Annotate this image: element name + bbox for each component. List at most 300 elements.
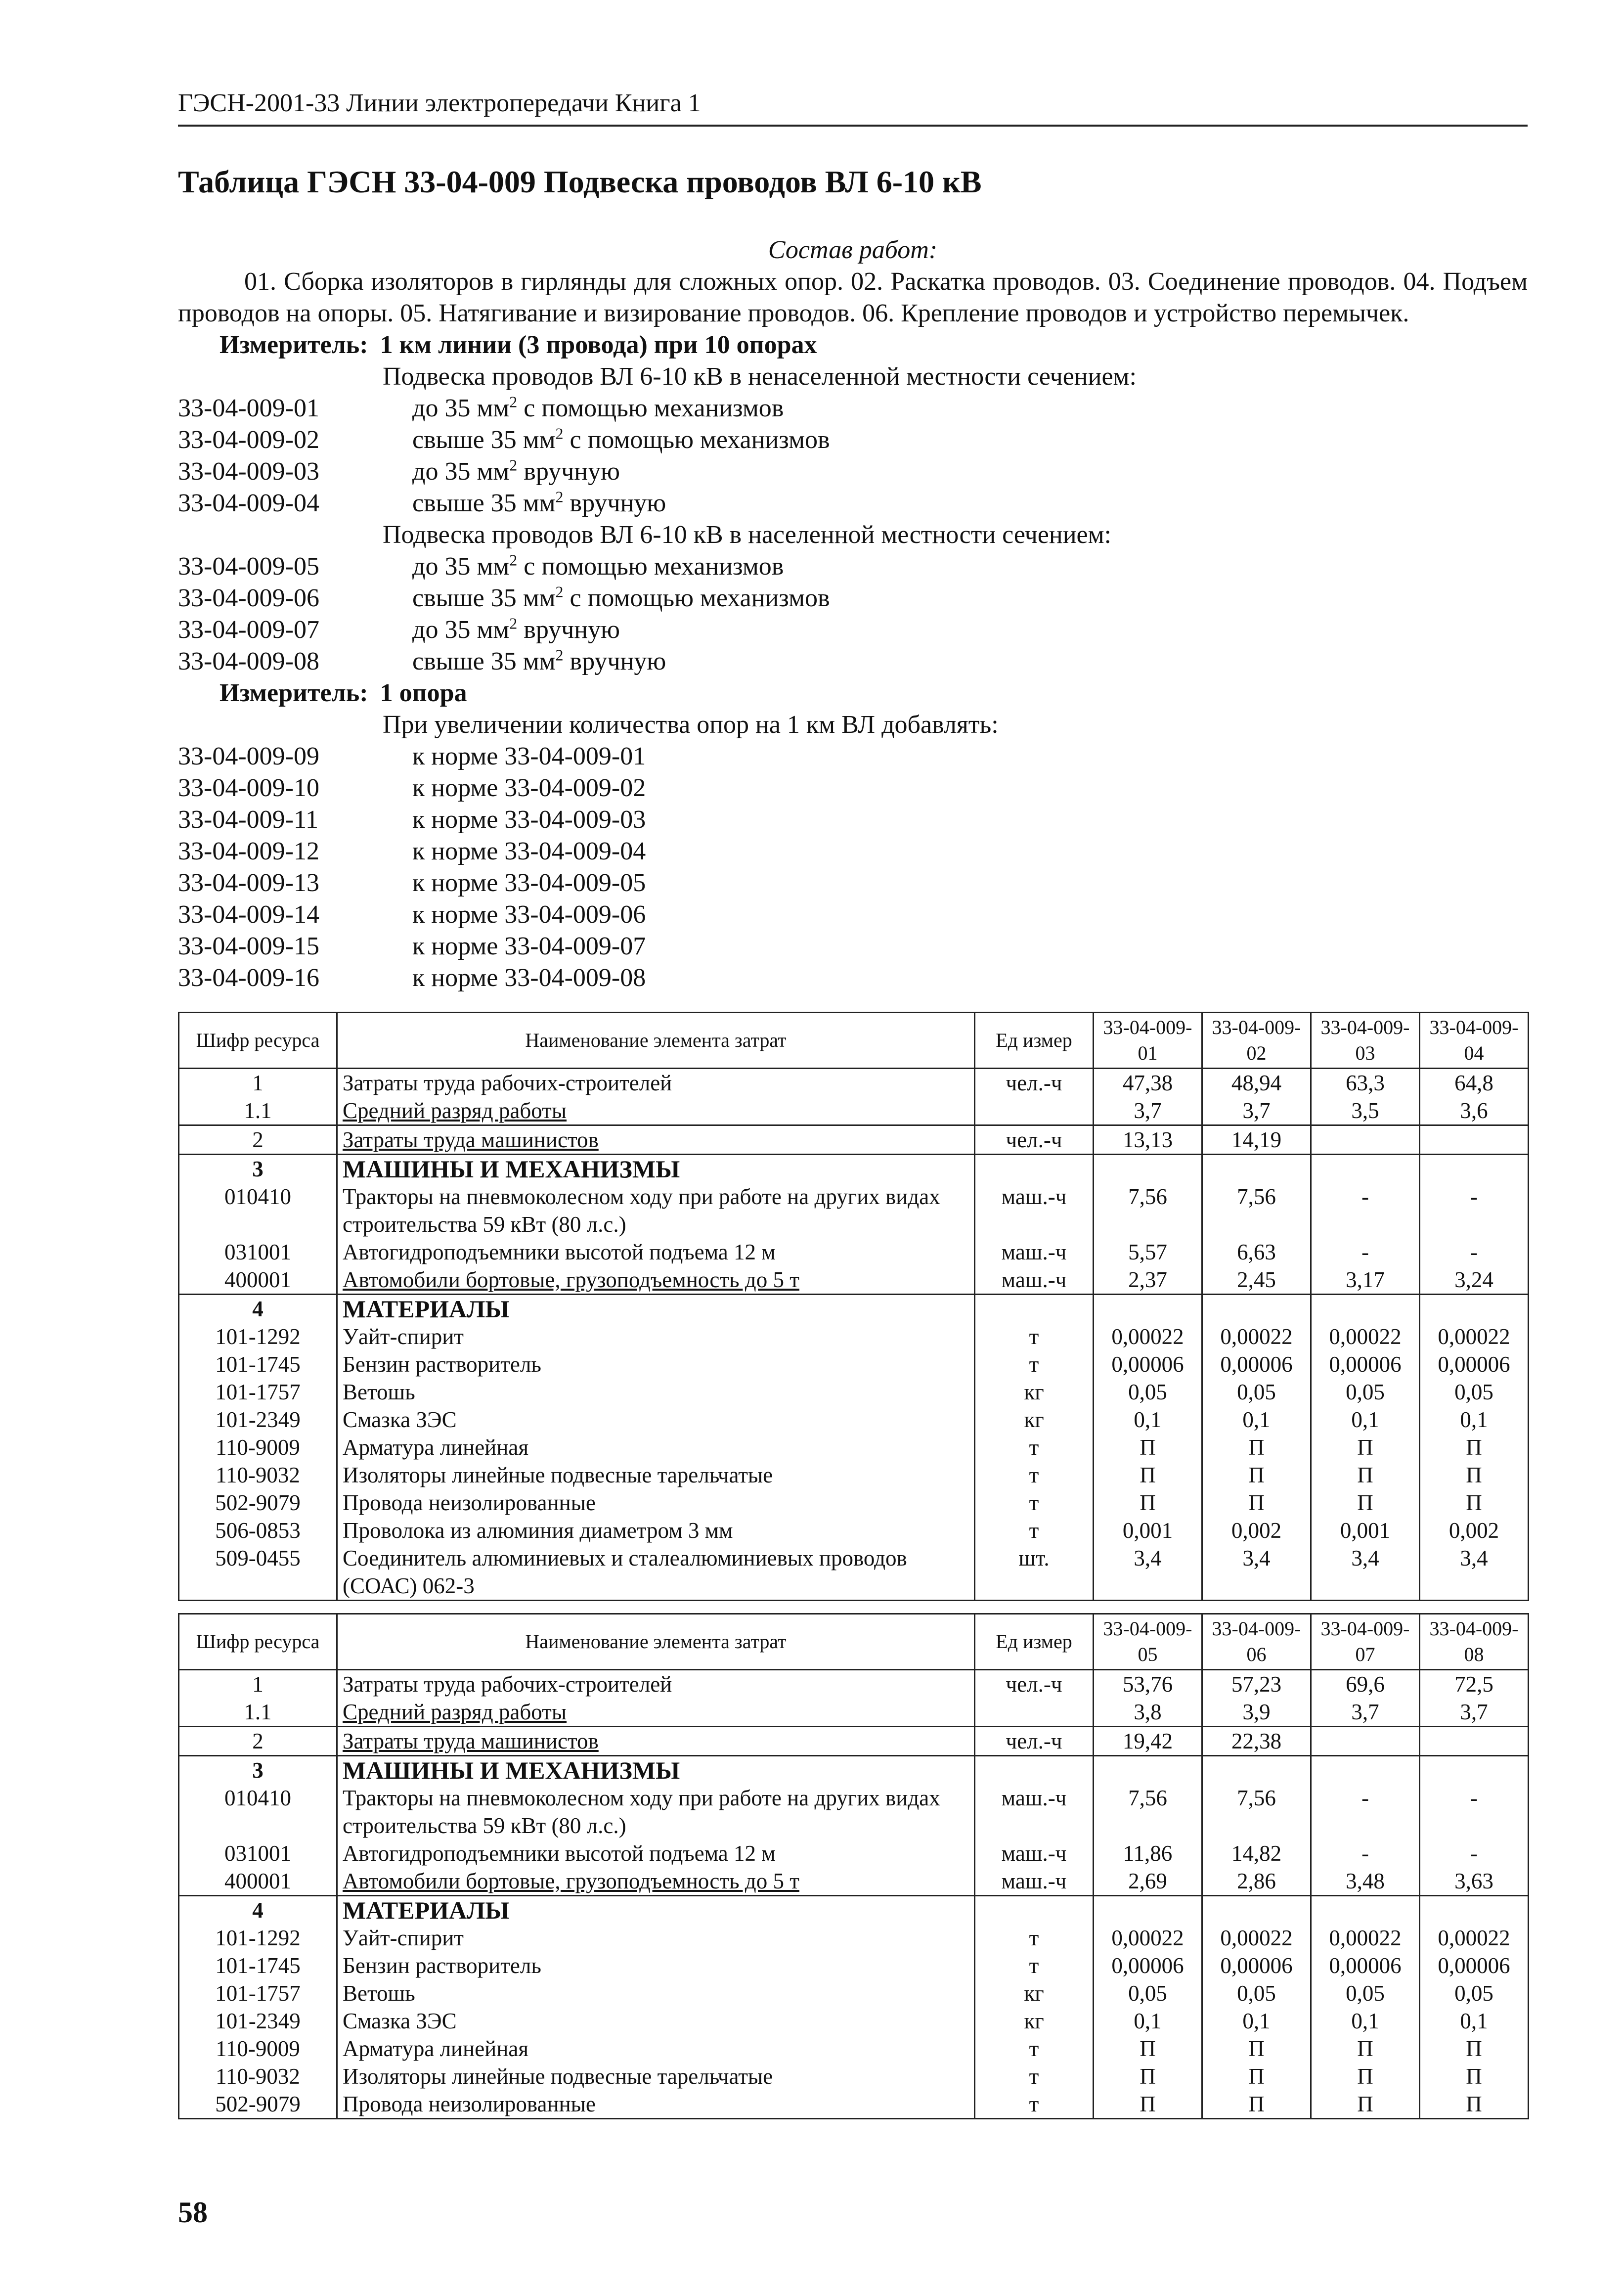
- norm-value: 3,6: [1420, 1097, 1529, 1125]
- norm-item: [178, 836, 1528, 867]
- norm-value: 2,69: [1094, 1867, 1202, 1896]
- header-norm-column: 33-04-009-07: [1311, 1614, 1420, 1670]
- norm-value: 14,19: [1202, 1125, 1311, 1155]
- norm-value: П: [1094, 2063, 1202, 2090]
- norm-text-post: с помощью механизмов: [563, 426, 830, 454]
- measure-label: Измеритель:: [219, 331, 368, 359]
- cost-element-name: Ветошь: [337, 1979, 975, 2007]
- unit-of-measure: маш.-ч: [975, 1183, 1094, 1238]
- cost-element-name: Бензин растворитель: [337, 1350, 975, 1378]
- cost-element-name: Бензин растворитель: [337, 1952, 975, 1979]
- superscript: 2: [555, 583, 564, 601]
- table-row: [179, 2007, 1529, 2035]
- group-title-1: Подвеска проводов ВЛ 6-10 кВ в ненаселенной местности сечением:: [383, 362, 1137, 391]
- resource-code: 010410: [179, 1183, 337, 1238]
- table-row: [179, 1489, 1529, 1517]
- norm-item: [178, 614, 1528, 646]
- norm-value: 3,24: [1420, 1266, 1529, 1295]
- norm-text-post: вручную: [517, 457, 620, 486]
- norm-value: 3,17: [1311, 1266, 1420, 1295]
- table-row: [179, 1784, 1529, 1839]
- norm-item: [178, 424, 1528, 456]
- norm-code: 33-04-009-12: [178, 837, 319, 865]
- cost-element-name: Смазка ЗЭС: [337, 2007, 975, 2035]
- norm-value: 0,1: [1202, 1406, 1311, 1434]
- cost-element-name: Изоляторы линейные подвесные тарельчатые: [337, 1461, 975, 1489]
- norm-description: к норме 33-04-009-01: [412, 742, 646, 770]
- norm-value: [1311, 1896, 1420, 1925]
- norm-item: [178, 804, 1528, 836]
- norm-value: [1420, 1756, 1529, 1785]
- unit-of-measure: т: [975, 2090, 1094, 2119]
- header-norm-column: 33-04-009-08: [1420, 1614, 1529, 1670]
- norm-value: 0,1: [1420, 1406, 1529, 1434]
- norm-item: [178, 456, 1528, 488]
- norm-value: 0,00022: [1311, 1924, 1420, 1952]
- norm-code: 33-04-009-03: [178, 457, 319, 486]
- table-row: [179, 1378, 1529, 1406]
- cost-element-name: МАШИНЫ И МЕХАНИЗМЫ: [337, 1756, 975, 1785]
- norm-value: 7,56: [1094, 1183, 1202, 1238]
- norm-value: 0,002: [1202, 1517, 1311, 1544]
- header-unit: Ед измер: [975, 1013, 1094, 1069]
- norm-value: 14,82: [1202, 1839, 1311, 1867]
- norm-text-pre: до 35 мм: [412, 457, 510, 486]
- group-list-1: [178, 393, 1528, 519]
- norm-value: [1420, 1727, 1529, 1756]
- superscript: 2: [555, 424, 564, 443]
- resource-code: 509-0455: [179, 1544, 337, 1601]
- norm-value: [1420, 1155, 1529, 1183]
- norm-description: к норме 33-04-009-05: [412, 869, 646, 897]
- resource-table-2: [178, 1613, 1529, 2119]
- norm-value: 0,1: [1420, 2007, 1529, 2035]
- cost-element-name: Ветошь: [337, 1378, 975, 1406]
- cost-element-name: Уайт-спирит: [337, 1924, 975, 1952]
- norm-value: 3,7: [1202, 1097, 1311, 1125]
- unit-of-measure: чел.-ч: [975, 1727, 1094, 1756]
- resource-code: 502-9079: [179, 1489, 337, 1517]
- norm-value: [1420, 1295, 1529, 1323]
- table-row: [179, 1295, 1529, 1323]
- norm-value: [1094, 1295, 1202, 1323]
- cost-element-name: Затраты труда рабочих-строителей: [337, 1069, 975, 1097]
- norm-value: 0,00022: [1420, 1924, 1529, 1952]
- norm-value: 0,05: [1094, 1378, 1202, 1406]
- norm-text-post: с помощью механизмов: [517, 552, 784, 581]
- table-row: [179, 1069, 1529, 1097]
- norm-item: [178, 741, 1528, 772]
- cost-element-name: МАТЕРИАЛЫ: [337, 1295, 975, 1323]
- norm-code: 33-04-009-11: [178, 806, 319, 834]
- unit-of-measure: т: [975, 1924, 1094, 1952]
- norm-item: [178, 931, 1528, 962]
- measure-label: Измеритель:: [219, 679, 368, 707]
- resource-code: 101-2349: [179, 1406, 337, 1434]
- norm-description: [412, 456, 620, 488]
- header-code: Шифр ресурса: [179, 1614, 337, 1670]
- norm-item: [178, 488, 1528, 519]
- table-row: [179, 1155, 1529, 1183]
- norm-value: 3,63: [1420, 1867, 1529, 1896]
- measure-value: 1 опора: [380, 679, 467, 707]
- norm-value: 22,38: [1202, 1727, 1311, 1756]
- table-row: [179, 1517, 1529, 1544]
- header-norm-column: 33-04-009-06: [1202, 1614, 1311, 1670]
- norm-value: 0,1: [1094, 2007, 1202, 2035]
- unit-of-measure: [975, 1155, 1094, 1183]
- resource-code: 1.1: [179, 1698, 337, 1727]
- measure-value: 1 км линии (3 провода) при 10 опорах: [380, 331, 817, 359]
- page-title: Таблица ГЭСН 33-04-009 Подвеска проводов ВЛ 6-10 кВ: [178, 164, 982, 199]
- norm-value: -: [1311, 1183, 1420, 1238]
- norm-text-pre: до 35 мм: [412, 552, 510, 581]
- resource-code: 110-9009: [179, 1434, 337, 1461]
- resource-code: 101-1757: [179, 1979, 337, 2007]
- norm-text-pre: свыше 35 мм: [412, 426, 556, 454]
- group-title-3: При увеличении количества опор на 1 км ВЛ добавлять:: [383, 711, 999, 739]
- group-list-3: [178, 741, 1528, 994]
- norm-value: П: [1202, 2063, 1311, 2090]
- norm-value: -: [1420, 1839, 1529, 1867]
- cost-element-name: Автогидроподъемники высотой подъема 12 м: [337, 1238, 975, 1266]
- cost-element-name: Затраты труда машинистов: [337, 1727, 975, 1756]
- norm-value: 0,00006: [1202, 1952, 1311, 1979]
- unit-of-measure: чел.-ч: [975, 1670, 1094, 1699]
- unit-of-measure: т: [975, 1489, 1094, 1517]
- norm-value: 0,00006: [1311, 1952, 1420, 1979]
- cost-element-name: Соединитель алюминиевых и сталеалюминиевых проводов (СОАС) 062-3: [337, 1544, 975, 1601]
- norm-description: к норме 33-04-009-04: [412, 837, 646, 865]
- group-list-2: [178, 551, 1528, 677]
- unit-of-measure: кг: [975, 1979, 1094, 2007]
- norm-value: 6,63: [1202, 1238, 1311, 1266]
- unit-of-measure: т: [975, 1461, 1094, 1489]
- norm-code: 33-04-009-14: [178, 900, 319, 929]
- norm-value: 0,1: [1094, 1406, 1202, 1434]
- cost-element-name: Арматура линейная: [337, 2035, 975, 2063]
- cost-element-name: Проволока из алюминия диаметром 3 мм: [337, 1517, 975, 1544]
- norm-value: 0,05: [1420, 1378, 1529, 1406]
- norm-description: [412, 424, 830, 456]
- norm-value: 3,7: [1094, 1097, 1202, 1125]
- norm-text-post: с помощью механизмов: [563, 584, 830, 612]
- norm-value: [1202, 1295, 1311, 1323]
- norm-value: 0,05: [1420, 1979, 1529, 2007]
- norm-value: [1420, 1125, 1529, 1155]
- header-name: Наименование элемента затрат: [337, 1013, 975, 1069]
- norm-text-pre: до 35 мм: [412, 394, 510, 422]
- table-header-row: [179, 1614, 1529, 1670]
- unit-of-measure: т: [975, 1434, 1094, 1461]
- cost-element-name: Изоляторы линейные подвесные тарельчатые: [337, 2063, 975, 2090]
- norm-description: [412, 488, 666, 519]
- norm-text-post: вручную: [517, 616, 620, 644]
- norm-value: П: [1420, 2090, 1529, 2119]
- norm-item: [178, 962, 1528, 994]
- unit-of-measure: чел.-ч: [975, 1125, 1094, 1155]
- unit-of-measure: [975, 1698, 1094, 1727]
- resource-table-1: [178, 1012, 1529, 1601]
- norm-value: 47,38: [1094, 1069, 1202, 1097]
- norm-value: [1311, 1756, 1420, 1785]
- resource-code: 4: [179, 1896, 337, 1925]
- norm-code: 33-04-009-13: [178, 869, 319, 897]
- unit-of-measure: т: [975, 1952, 1094, 1979]
- norm-value: 64,8: [1420, 1069, 1529, 1097]
- resource-code: 3: [179, 1756, 337, 1785]
- norm-description: [412, 614, 620, 646]
- table-row: [179, 1979, 1529, 2007]
- cost-element-name: Провода неизолированные: [337, 1489, 975, 1517]
- cost-element-name: Средний разряд работы: [337, 1698, 975, 1727]
- norm-value: [1311, 1295, 1420, 1323]
- norm-value: П: [1311, 2035, 1420, 2063]
- norm-value: [1094, 1756, 1202, 1785]
- unit-of-measure: т: [975, 1517, 1094, 1544]
- norm-item: [178, 393, 1528, 424]
- norm-description: к норме 33-04-009-02: [412, 774, 646, 802]
- norm-value: [1094, 1155, 1202, 1183]
- table-row: [179, 1266, 1529, 1295]
- resource-code: 1: [179, 1069, 337, 1097]
- resource-code: 101-1745: [179, 1350, 337, 1378]
- norm-value: 19,42: [1094, 1727, 1202, 1756]
- norm-code: 33-04-009-16: [178, 964, 319, 992]
- cost-element-name: Затраты труда рабочих-строителей: [337, 1670, 975, 1699]
- norm-code: 33-04-009-07: [178, 616, 319, 644]
- norm-value: 3,7: [1311, 1698, 1420, 1727]
- norm-code: 33-04-009-10: [178, 774, 319, 802]
- superscript: 2: [509, 393, 518, 411]
- unit-of-measure: кг: [975, 2007, 1094, 2035]
- resource-code: 101-1757: [179, 1378, 337, 1406]
- norm-value: 0,00006: [1202, 1350, 1311, 1378]
- table-row: [179, 1896, 1529, 1925]
- norm-value: П: [1202, 1489, 1311, 1517]
- norm-value: 2,37: [1094, 1266, 1202, 1295]
- norm-value: [1311, 1125, 1420, 1155]
- norm-value: П: [1094, 2090, 1202, 2119]
- resource-code: 101-1292: [179, 1323, 337, 1350]
- table-row: [179, 1323, 1529, 1350]
- unit-of-measure: [975, 1756, 1094, 1785]
- norm-value: 3,48: [1311, 1867, 1420, 1896]
- resource-code: 400001: [179, 1867, 337, 1896]
- norm-value: П: [1420, 2063, 1529, 2090]
- norm-item: [178, 646, 1528, 677]
- norm-value: [1311, 1155, 1420, 1183]
- norm-value: 57,23: [1202, 1670, 1311, 1699]
- resource-code: 031001: [179, 1839, 337, 1867]
- norm-value: 3,4: [1420, 1544, 1529, 1601]
- norm-value: 7,56: [1202, 1183, 1311, 1238]
- cost-element-name: Уайт-спирит: [337, 1323, 975, 1350]
- unit-of-measure: чел.-ч: [975, 1069, 1094, 1097]
- cost-element-name: Тракторы на пневмоколесном ходу при работе на других видах строительства 59 кВт (80 л.с.): [337, 1183, 975, 1238]
- cost-element-name: Автогидроподъемники высотой подъема 12 м: [337, 1839, 975, 1867]
- resource-code: 1: [179, 1670, 337, 1699]
- norm-code: 33-04-009-15: [178, 932, 319, 960]
- norm-value: 0,05: [1202, 1378, 1311, 1406]
- norm-value: 0,00006: [1094, 1350, 1202, 1378]
- resource-code: 110-9032: [179, 2063, 337, 2090]
- norm-value: П: [1311, 1434, 1420, 1461]
- norm-value: 3,7: [1420, 1698, 1529, 1727]
- superscript: 2: [509, 456, 518, 474]
- norm-value: 0,001: [1094, 1517, 1202, 1544]
- table-row: [179, 1461, 1529, 1489]
- table-row: [179, 1924, 1529, 1952]
- norm-value: 7,56: [1202, 1784, 1311, 1839]
- norm-value: 0,00022: [1094, 1323, 1202, 1350]
- resource-code: 110-9032: [179, 1461, 337, 1489]
- resource-code: 506-0853: [179, 1517, 337, 1544]
- resource-code: 110-9009: [179, 2035, 337, 2063]
- norm-value: П: [1311, 1489, 1420, 1517]
- norm-value: 72,5: [1420, 1670, 1529, 1699]
- superscript: 2: [555, 646, 564, 664]
- norm-value: 13,13: [1094, 1125, 1202, 1155]
- unit-of-measure: т: [975, 1350, 1094, 1378]
- norm-value: 0,00022: [1202, 1924, 1311, 1952]
- measure-line-2: [178, 677, 1528, 709]
- norm-value: П: [1420, 2035, 1529, 2063]
- unit-of-measure: кг: [975, 1406, 1094, 1434]
- norm-code: 33-04-009-08: [178, 647, 319, 675]
- table-row: [179, 1756, 1529, 1785]
- superscript: 2: [555, 488, 564, 506]
- cost-element-name: Смазка ЗЭС: [337, 1406, 975, 1434]
- norm-value: -: [1311, 1784, 1420, 1839]
- table-row: [179, 1125, 1529, 1155]
- unit-of-measure: маш.-ч: [975, 1839, 1094, 1867]
- cost-element-name: Автомобили бортовые, грузоподъемность до 5 т: [337, 1266, 975, 1295]
- resource-code: 1.1: [179, 1097, 337, 1125]
- norm-text-pre: свыше 35 мм: [412, 647, 556, 675]
- unit-of-measure: [975, 1295, 1094, 1323]
- norm-value: П: [1094, 2035, 1202, 2063]
- norm-value: П: [1311, 1461, 1420, 1489]
- cost-element-name: Средний разряд работы: [337, 1097, 975, 1125]
- norm-value: 2,45: [1202, 1266, 1311, 1295]
- measure-line-1: [178, 329, 1528, 361]
- norm-value: 0,05: [1311, 1378, 1420, 1406]
- header-norm-column: 33-04-009-04: [1420, 1013, 1529, 1069]
- norm-code: 33-04-009-01: [178, 394, 319, 422]
- unit-of-measure: маш.-ч: [975, 1784, 1094, 1839]
- document-page: [178, 84, 1528, 2119]
- norm-code: 33-04-009-06: [178, 584, 319, 612]
- header-norm-column: 33-04-009-03: [1311, 1013, 1420, 1069]
- unit-of-measure: т: [975, 1323, 1094, 1350]
- composition-title: Состав работ:: [768, 236, 938, 264]
- norm-item: [178, 867, 1528, 899]
- norm-description: к норме 33-04-009-06: [412, 900, 646, 929]
- composition-text: 01. Сборка изоляторов в гирлянды для сложных опор. 02. Раскатка проводов. 03. Соединение проводов. 04. Подъем проводов на опоры. 05. Натягивание и визирование проводов. 06. Крепление проводов и устройство перемычек.: [178, 268, 1528, 327]
- norm-value: П: [1202, 2090, 1311, 2119]
- table-row: [179, 1238, 1529, 1266]
- norm-item: [178, 899, 1528, 931]
- norm-value: П: [1202, 1434, 1311, 1461]
- table-row: [179, 1670, 1529, 1699]
- page-number: 58: [178, 2196, 208, 2229]
- unit-of-measure: [975, 1896, 1094, 1925]
- norm-value: -: [1420, 1238, 1529, 1266]
- norm-value: 0,002: [1420, 1517, 1529, 1544]
- table-row: [179, 1727, 1529, 1756]
- norm-value: 0,05: [1202, 1979, 1311, 2007]
- norm-value: [1202, 1896, 1311, 1925]
- unit-of-measure: маш.-ч: [975, 1266, 1094, 1295]
- unit-of-measure: шт.: [975, 1544, 1094, 1601]
- superscript: 2: [509, 551, 518, 569]
- resource-code: 010410: [179, 1784, 337, 1839]
- header-name: Наименование элемента затрат: [337, 1614, 975, 1670]
- norm-value: -: [1420, 1784, 1529, 1839]
- table-row: [179, 1406, 1529, 1434]
- unit-of-measure: т: [975, 2035, 1094, 2063]
- header-code: Шифр ресурса: [179, 1013, 337, 1069]
- table-row: [179, 1698, 1529, 1727]
- norm-text-post: с помощью механизмов: [517, 394, 784, 422]
- table-header-row: [179, 1013, 1529, 1069]
- norm-value: 0,00006: [1311, 1350, 1420, 1378]
- norm-value: 11,86: [1094, 1839, 1202, 1867]
- norm-value: 63,3: [1311, 1069, 1420, 1097]
- norm-value: [1094, 1896, 1202, 1925]
- norm-value: 0,1: [1311, 1406, 1420, 1434]
- norm-description: [412, 583, 830, 614]
- table-row: [179, 1952, 1529, 1979]
- table-row: [179, 2063, 1529, 2090]
- table-row: [179, 2035, 1529, 2063]
- table-row: [179, 1839, 1529, 1867]
- norm-value: 0,00006: [1420, 1350, 1529, 1378]
- norm-value: 0,00006: [1094, 1952, 1202, 1979]
- norm-text-pre: свыше 35 мм: [412, 489, 556, 517]
- norm-value: 0,1: [1311, 2007, 1420, 2035]
- unit-of-measure: маш.-ч: [975, 1238, 1094, 1266]
- norm-value: 0,00006: [1420, 1952, 1529, 1979]
- norm-value: П: [1420, 1461, 1529, 1489]
- norm-value: 3,8: [1094, 1698, 1202, 1727]
- norm-value: 0,00022: [1311, 1323, 1420, 1350]
- resource-code: 101-1292: [179, 1924, 337, 1952]
- table-row: [179, 1867, 1529, 1896]
- norm-value: П: [1202, 2035, 1311, 2063]
- group-title-2: Подвеска проводов ВЛ 6-10 кВ в населенной местности сечением:: [383, 521, 1111, 549]
- norm-value: 0,00022: [1202, 1323, 1311, 1350]
- norm-value: П: [1311, 2090, 1420, 2119]
- norm-value: 3,4: [1202, 1544, 1311, 1601]
- norm-text-post: вручную: [563, 489, 666, 517]
- norm-value: 0,00022: [1094, 1924, 1202, 1952]
- norm-value: 0,05: [1094, 1979, 1202, 2007]
- resource-code: 101-1745: [179, 1952, 337, 1979]
- norm-value: 5,57: [1094, 1238, 1202, 1266]
- resource-code: 2: [179, 1125, 337, 1155]
- header-norm-column: 33-04-009-02: [1202, 1013, 1311, 1069]
- norm-value: 3,4: [1311, 1544, 1420, 1601]
- norm-code: 33-04-009-09: [178, 742, 319, 770]
- superscript: 2: [509, 614, 518, 632]
- unit-of-measure: кг: [975, 1378, 1094, 1406]
- norm-value: [1202, 1756, 1311, 1785]
- resource-code: 101-2349: [179, 2007, 337, 2035]
- norm-value: 3,9: [1202, 1698, 1311, 1727]
- norm-value: 3,5: [1311, 1097, 1420, 1125]
